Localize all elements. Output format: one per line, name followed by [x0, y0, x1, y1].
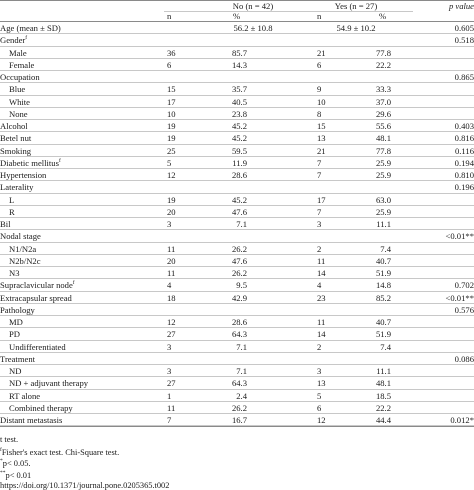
cell-p-value: 0.194 [454, 157, 474, 168]
cell-yes-n: 21 [317, 47, 326, 58]
row-label: MD [9, 317, 23, 327]
table-row [0, 108, 474, 120]
header-group-no: No (n = 42) [232, 1, 274, 11]
table-row [0, 402, 474, 414]
cell-p-value: 0.702 [454, 280, 474, 291]
cell-no-pct: 26.2 [231, 243, 247, 254]
header-yes-underline [313, 11, 413, 12]
cell-no-n: 20 [167, 255, 176, 266]
cell-yes-pct: 48.1 [375, 133, 391, 144]
cell-no-n: 19 [167, 194, 176, 205]
cell-no-n: 18 [167, 292, 176, 303]
cell-no-n: 11 [167, 243, 176, 254]
footnote [0, 447, 119, 457]
cell-p-value: 0.403 [454, 121, 474, 131]
table-row [0, 341, 474, 353]
cell-yes-n: 2 [317, 243, 322, 254]
table-row [0, 83, 474, 95]
footnote-text: p< 0.05. [2, 459, 31, 469]
cell-no-n: 27 [167, 329, 176, 340]
cell-p-value: 0.865 [454, 72, 474, 82]
cell-yes-pct: 7.4 [380, 341, 391, 352]
table-row [0, 120, 474, 132]
row-label: Extracapsular spread [0, 292, 72, 303]
cell-no-n: 7 [167, 415, 172, 425]
footnote [0, 435, 18, 444]
cell-yes-n: 8 [317, 108, 322, 119]
cell-p-value: <0.01** [445, 292, 474, 303]
table-row [0, 304, 474, 316]
footnote-text: t test. [0, 435, 19, 445]
footnote-text: Fisher's exact test. Chi-Square test. [1, 447, 120, 457]
cell-yes-pct: 40.7 [375, 317, 391, 327]
cell-no-pct: 9.5 [236, 280, 247, 291]
cell-yes-pct: 85.2 [375, 292, 391, 303]
cell-no-pct: 11.9 [232, 157, 247, 168]
footnote-text: p< 0.01 [5, 470, 32, 480]
cell-no-n: 25 [167, 145, 176, 156]
table-row [0, 34, 474, 46]
cell-yes-n: 6 [317, 59, 322, 70]
cell-p-value: 0.576 [454, 304, 474, 315]
cell-no-n: 20 [167, 206, 176, 217]
row-label: Hypertension [0, 170, 47, 180]
row-label: Nodal stage [0, 231, 41, 242]
table-row [0, 22, 474, 34]
row-label: White [9, 96, 30, 107]
cell-no-n: 15 [167, 84, 176, 95]
table-row [0, 59, 474, 71]
row-label-footnote-mark: f [25, 35, 28, 42]
cell-yes-pct: 77.8 [375, 47, 391, 58]
cell-p-value: 0.816 [454, 133, 474, 144]
table-row [0, 71, 474, 83]
table-row [0, 181, 474, 193]
cell-no-pct: 23.8 [231, 108, 247, 119]
cell-yes-pct: 48.1 [375, 378, 391, 389]
cell-no-pct: 28.6 [231, 317, 247, 327]
cell-p-value: 0.116 [454, 145, 474, 156]
row-label: R [9, 206, 15, 217]
cell-no-pct: 45.2 [231, 121, 247, 131]
table-row [0, 194, 474, 206]
cell-yes-pct: 25.9 [375, 206, 391, 217]
cell-yes-summary: 54.9 ± 10.2 [336, 23, 376, 33]
cell-no-n: 12 [167, 317, 176, 327]
cell-no-pct: 40.5 [231, 96, 247, 107]
footnote [0, 458, 31, 468]
cell-yes-n: 9 [317, 84, 322, 95]
cell-p-value: 0.518 [454, 35, 474, 46]
table-row [0, 292, 474, 304]
cell-p-value: 0.605 [454, 23, 474, 33]
cell-no-pct: 59.5 [231, 145, 247, 156]
cell-yes-n: 17 [317, 194, 326, 205]
cell-no-pct: 42.9 [231, 292, 247, 303]
table-row [0, 279, 474, 291]
cell-yes-pct: 51.9 [375, 268, 391, 278]
table-row [0, 157, 474, 169]
cell-yes-n: 3 [317, 219, 322, 229]
row-label: Bil [0, 219, 11, 229]
footnote-mark: f [0, 446, 2, 453]
cell-no-n: 6 [167, 59, 172, 70]
row-label: ND [9, 366, 22, 376]
table-bottom-rule [0, 426, 474, 427]
cell-yes-n: 7 [317, 170, 322, 180]
footnote [0, 470, 31, 480]
row-label: L [9, 194, 15, 205]
cell-no-n: 1 [167, 390, 172, 401]
cell-no-pct: 28.6 [231, 170, 247, 180]
cell-no-pct: 16.7 [231, 415, 247, 425]
cell-no-n: 36 [167, 47, 176, 58]
cell-yes-pct: 40.7 [375, 255, 391, 266]
table-row [0, 316, 474, 328]
table-row [0, 230, 474, 242]
row-label: Blue [9, 84, 26, 95]
cell-no-pct: 7.1 [236, 341, 247, 352]
cell-no-n: 12 [167, 170, 176, 180]
cell-yes-n: 11 [317, 255, 326, 266]
cell-no-pct: 7.1 [236, 219, 247, 229]
table-row [0, 390, 474, 402]
cell-no-n: 10 [167, 108, 176, 119]
cell-yes-n: 15 [317, 121, 326, 131]
cell-yes-n: 7 [317, 206, 322, 217]
cell-yes-n: 4 [317, 280, 322, 291]
table-row [0, 169, 474, 181]
cell-no-n: 17 [167, 96, 176, 107]
row-label: Occupation [0, 72, 40, 82]
table-row [0, 353, 474, 365]
cell-yes-pct: 7.4 [380, 243, 391, 254]
cell-no-pct: 85.7 [231, 47, 247, 58]
table-row [0, 365, 474, 377]
cell-no-summary: 56.2 ± 10.8 [233, 23, 273, 33]
row-label: N3 [9, 268, 20, 278]
row-label: Age (mean ± SD) [0, 23, 61, 33]
cell-p-value: 0.086 [454, 353, 474, 364]
footnote-mark: * [0, 458, 3, 465]
cell-no-pct: 64.3 [231, 329, 247, 340]
cell-yes-n: 14 [317, 268, 326, 278]
cell-no-n: 5 [167, 157, 172, 168]
header-no-pct: % [233, 11, 241, 21]
row-label: Combined therapy [9, 402, 73, 413]
cell-yes-n: 13 [317, 133, 326, 144]
table-row [0, 255, 474, 267]
cell-yes-n: 21 [317, 145, 326, 156]
cell-no-n: 19 [167, 133, 176, 144]
cell-yes-n: 11 [317, 317, 326, 327]
row-label: Undifferentiated [9, 341, 66, 352]
row-label: N1/N2a [9, 243, 37, 254]
table-row [0, 218, 474, 230]
row-label: None [9, 108, 28, 119]
cell-no-pct: 26.2 [231, 268, 247, 278]
cell-yes-pct: 25.9 [375, 157, 391, 168]
cell-yes-pct: 29.6 [375, 108, 391, 119]
cell-yes-pct: 63.0 [375, 194, 391, 205]
cell-no-n: 3 [167, 366, 172, 376]
row-label: Betel nut [0, 133, 32, 144]
row-label: Alcohol [0, 121, 28, 131]
cell-no-n: 3 [167, 341, 172, 352]
cell-no-pct: 14.3 [231, 59, 247, 70]
header-yes-n: n [317, 11, 322, 21]
cell-no-n: 19 [167, 121, 176, 131]
cell-yes-pct: 77.8 [375, 145, 391, 156]
row-label: Male [9, 47, 27, 58]
cell-yes-pct: 22.2 [375, 59, 391, 70]
cell-yes-n: 14 [317, 329, 326, 340]
cell-yes-pct: 51.9 [375, 329, 391, 340]
cell-yes-n: 23 [317, 292, 326, 303]
header-group-yes: Yes (n = 27) [334, 1, 378, 11]
cell-yes-n: 10 [317, 96, 326, 107]
cell-yes-n: 7 [317, 157, 322, 168]
cell-yes-pct: 33.3 [375, 84, 391, 95]
row-label: RT alone [9, 390, 41, 401]
row-label-footnote-mark: f [72, 280, 75, 287]
cell-no-n: 4 [167, 280, 172, 291]
table-row [0, 267, 474, 279]
cell-no-n: 11 [167, 268, 176, 278]
table-row [0, 414, 474, 426]
cell-yes-pct: 22.2 [375, 402, 391, 413]
cell-yes-pct: 55.6 [375, 121, 391, 131]
row-label: Treatment [0, 353, 36, 364]
cell-yes-pct: 18.5 [375, 390, 391, 401]
row-label: N2b/N2c [9, 255, 41, 266]
table-row [0, 328, 474, 340]
cell-no-pct: 26.2 [231, 402, 247, 413]
cell-p-value: 0.196 [454, 182, 474, 193]
cell-no-pct: 64.3 [231, 378, 247, 389]
cell-no-pct: 35.7 [231, 84, 247, 95]
cell-yes-n: 3 [317, 366, 322, 376]
cell-yes-pct: 11.1 [376, 219, 391, 229]
cell-no-n: 11 [167, 402, 176, 413]
cell-no-pct: 45.2 [231, 194, 247, 205]
table-row [0, 145, 474, 157]
cell-yes-n: 6 [317, 402, 322, 413]
table-row [0, 243, 474, 255]
table-row [0, 96, 474, 108]
cell-yes-n: 2 [317, 341, 322, 352]
row-label: Distant metastasis [0, 415, 63, 425]
row-label: Gender$^f$ [0, 35, 28, 46]
row-label-footnote-mark: f [58, 157, 61, 164]
doi-link[interactable]: https://doi.org/10.1371/journal.pone.0205365.t002 [0, 481, 170, 490]
row-label: Laterality [0, 182, 34, 193]
cell-yes-pct: 25.9 [375, 170, 391, 180]
row-label: Diabetic mellitus$^f$ [0, 157, 61, 168]
cell-p-value: <0.01** [445, 231, 474, 242]
row-label: Female [9, 59, 35, 70]
cell-yes-n: 13 [317, 378, 326, 389]
row-label: Pathology [0, 304, 35, 315]
cell-yes-pct: 14.8 [375, 280, 391, 291]
cell-p-value: 0.810 [454, 170, 474, 180]
cell-yes-pct: 37.0 [375, 96, 391, 107]
row-label: ND + adjuvant therapy [9, 378, 89, 389]
cell-no-pct: 47.6 [231, 206, 247, 217]
cell-no-n: 3 [167, 219, 172, 229]
cell-no-pct: 47.6 [231, 255, 247, 266]
row-label: Supraclavicular node$^f$ [0, 280, 75, 291]
cell-yes-pct: 11.1 [376, 366, 391, 376]
row-label: PD [9, 329, 20, 340]
row-label: Smoking [0, 145, 32, 156]
cell-yes-n: 12 [317, 415, 326, 425]
cell-no-n: 27 [167, 378, 176, 389]
cell-yes-n: 5 [317, 390, 322, 401]
table-row [0, 132, 474, 144]
cell-p-value: 0.012* [450, 415, 474, 425]
cell-no-pct: 7.1 [236, 366, 247, 376]
table-row [0, 206, 474, 218]
table-row [0, 47, 474, 59]
cell-no-pct: 2.4 [236, 390, 247, 401]
header-p-value: p value [448, 1, 474, 11]
cell-yes-pct: 44.4 [375, 415, 391, 425]
cell-no-pct: 45.2 [231, 133, 247, 144]
header-yes-pct: % [379, 11, 387, 21]
footnote-mark: ** [0, 469, 6, 476]
table-row [0, 377, 474, 389]
header-no-n: n [167, 11, 172, 21]
